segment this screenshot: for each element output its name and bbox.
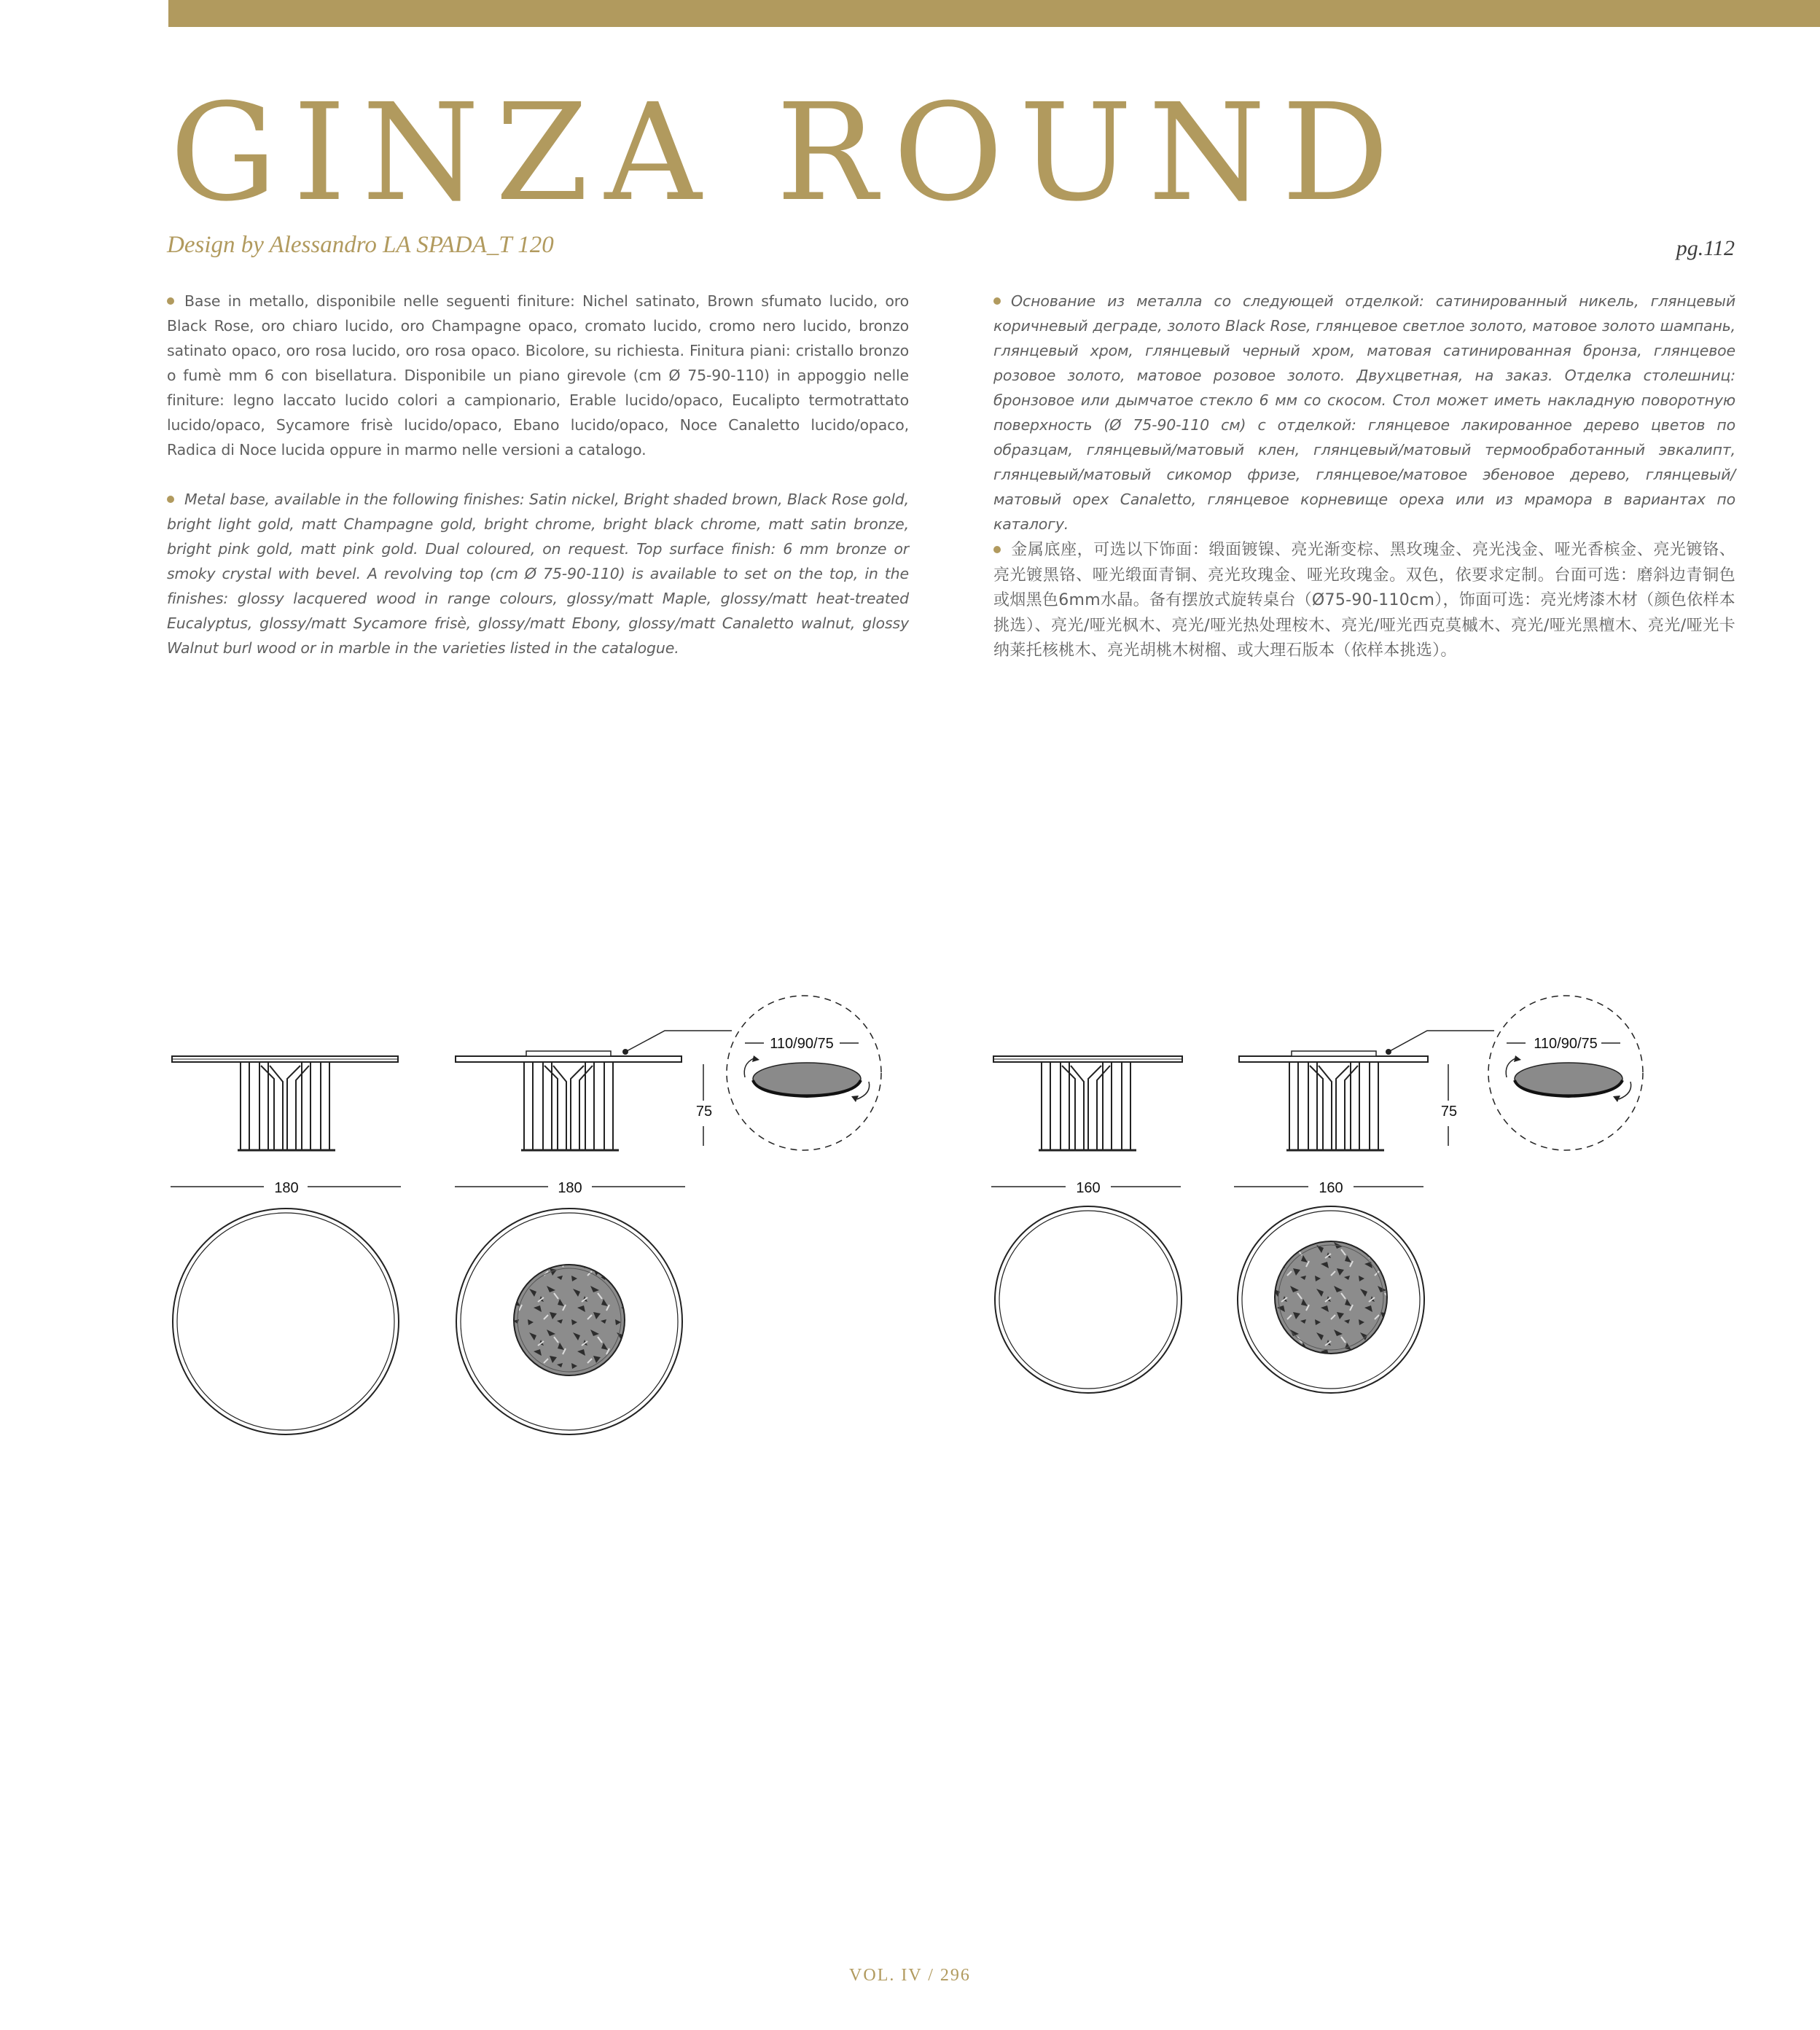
bullet-icon <box>167 297 174 305</box>
top-size-label: 110/90/75 <box>770 1036 834 1052</box>
description-chinese <box>993 538 1735 664</box>
plan-180-revolving <box>456 1209 682 1434</box>
width-dimension-label: 180 <box>558 1180 582 1196</box>
width-dimension-label: 160 <box>1319 1180 1343 1196</box>
top-accent-bar <box>168 0 1820 27</box>
bullet-icon <box>993 546 1001 553</box>
description-english-text: Metal base, available in the following finishes: Satin nickel, Bright shaded brown, Black Rose gold, bright light gold, matt Champagne gold, bright chrome, bright black chrome, matt satin bronze, bright pink gold, matt pink gold. Dual coloured, on request. Top surface finish: 6 mm bronze or smoky crystal with bevel. A revolving top (cm Ø 75-90-110) is available to set on the top, in the finishes: glossy lacquered wood in range colours, glossy/matt Maple, glossy/matt heat-treated Eucalyptus, glossy/matt Sycamore frisè, glossy/matt Ebony, glossy/matt Canaletto walnut, glossy Walnut burl wood or in marble in the varieties listed in the catalogue. <box>167 491 909 657</box>
description-italian-text: Base in metallo, disponibile nelle seguenti finiture: Nichel satinato, Brown sfumato lucido, oro Black Rose, oro chiaro lucido, oro Champagne opaco, cromato lucido, cromo nero lucido, bronzo satinato opaco, oro rosa lucido, oro rosa opaco. Bicolore, su richiesta. Finitura piani: cristallo bronzo o fumè mm 6 con bisellatura. Disponibile un piano girevole (cm Ø 75-90-110) in appoggio nelle finiture: legno laccato lucido colori a campionario, Erable lucido/opaco, Eucalipto termotrattato lucido/opaco, Sycamore frisè lucido/opaco, Ebano lucido/opaco, Noce Canaletto lucido/opaco, Radica di Noce lucida oppure in marmo nelle versioni a catalogo. <box>167 292 909 458</box>
revolving-top-detail <box>727 996 881 1150</box>
description-russian <box>993 289 1735 536</box>
volume-page-number: VOL. IV / 296 <box>849 1966 971 1985</box>
description-english <box>167 487 909 660</box>
elevation-160-revolving <box>1239 1031 1494 1150</box>
plan-180 <box>173 1209 399 1434</box>
plan-160-revolving <box>1238 1206 1424 1393</box>
designer-credit: Design by Alessandro LA SPADA_T 120 <box>167 232 554 258</box>
elevation-180 <box>172 1056 398 1150</box>
bullet-icon <box>993 297 1001 305</box>
revolving-top-detail <box>1488 996 1643 1150</box>
width-dimension-label: 180 <box>274 1180 299 1196</box>
description-russian-text: Основание из металла со следующей отделкой: сатинированный никель, глянцевый коричневый деграде, золото Black Rose, глянцевое светлое золото, матовое золото шампань, глянцевый хром, глянцевый черный хром, матовая сатинированная бронза, глянцевое розовое золото, матовое розовое золото. Двухцветная, на заказ. Отделка столешниц: бронзовое или дымчатое стекло 6 мм со скосом. Стол может иметь накладную поворотную поверхность (Ø 75-90-110 см) с отделкой: глянцевое лакированное дерево цветов по образцам, глянцевый/матовый клен, глянцевый/матовый термообработанный эвкалипт, глянцевый/матовый сикомор фризе, глянцевое/матовое эбеновое дерево, глянцевый/матовый орех Canaletto, глянцевое корневище ореха или из мрамора в вариантах по каталогу. <box>993 292 1735 533</box>
description-italian <box>167 289 909 462</box>
description-chinese-text: 金属底座，可选以下饰面：缎面镀镍、亮光渐变棕、黑玫瑰金、亮光浅金、哑光香槟金、亮光镀铬、亮光镀黑铬、哑光缎面青铜、亮光玫瑰金、哑光玫瑰金。双色，依要求定制。台面可选：磨斜边青铜色或烟黑色6mm水晶。备有摆放式旋转桌台（Ø75-90-110cm），饰面可选：亮光烤漆木材（颜色依样本挑选）、亮光/哑光枫木、亮光/哑光热处理桉木、亮光/哑光西克莫槭木、亮光/哑光黑檀木、亮光/哑光卡纳莱托核桃木、亮光胡桃木树榴、或大理石版本（依样本挑选）。 <box>993 541 1735 660</box>
technical-drawings <box>0 977 1820 1443</box>
elevation-160 <box>993 1056 1182 1150</box>
bullet-icon <box>167 496 174 503</box>
height-dimension-label: 75 <box>1440 1104 1458 1120</box>
product-title: GINZA ROUND <box>170 75 1405 231</box>
plan-160 <box>995 1206 1182 1393</box>
top-size-label: 110/90/75 <box>1534 1036 1598 1052</box>
height-dimension-label: 75 <box>695 1104 713 1120</box>
width-dimension-label: 160 <box>1076 1180 1101 1196</box>
elevation-180-revolving <box>456 1031 732 1150</box>
page-reference: pg.112 <box>1676 236 1735 260</box>
